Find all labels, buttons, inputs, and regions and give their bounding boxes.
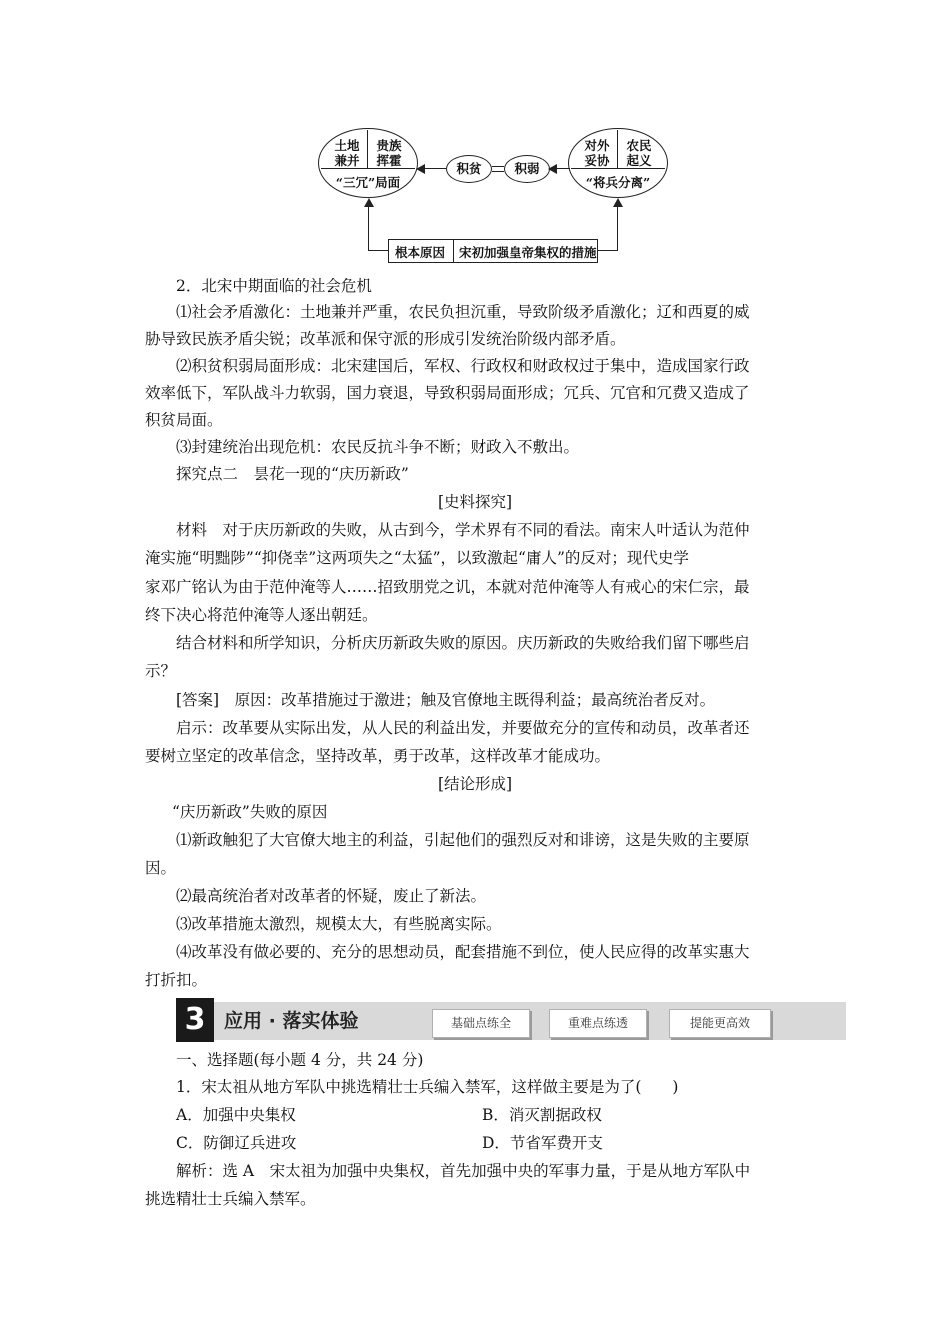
left-bottom: “三冗”局面	[335, 175, 401, 190]
answer-inspiration-line1: 启示：改革要从实际出发，从人民的利益出发，并要做充分的宣传和动员，改革者还	[176, 719, 750, 737]
left-ellipse-divider-v	[367, 130, 368, 168]
explore2-sub-material: [史料探究]	[437, 493, 513, 511]
conclusion-heading: “庆历新政”失败的原因	[172, 803, 328, 821]
section2-p2-line2: 效率低下，军队战斗力软弱，国力衰退，导致积弱局面形成；冗兵、冗官和冗费又造成了	[145, 384, 750, 402]
banner-title: 应用 · 落实体验	[224, 1010, 359, 1032]
option-c: C．防御辽兵进攻	[176, 1134, 297, 1152]
left-top-b: 贵族 挥霍	[376, 138, 402, 168]
explore2-sub-conclusion: [结论形成]	[437, 775, 513, 793]
exercise-heading: 一、选择题(每小题 4 分，共 24 分)	[176, 1051, 424, 1069]
section2-p1-line2: 胁导致民族矛盾尖锐；改革派和保守派的形成引发统治阶级内部矛盾。	[145, 330, 626, 348]
analysis-line2: 挑选精壮士兵编入禁军。	[145, 1190, 316, 1208]
arrow-head-up-left	[363, 198, 375, 208]
right-ellipse-divider-h	[571, 168, 665, 169]
mid-a: 积贫	[456, 161, 482, 176]
improve-efficiency-button[interactable]: 提能更高效	[669, 1009, 771, 1038]
mid-b: 积弱	[514, 161, 540, 176]
material-line3: 家邓广铭认为由于范仲淹等人……招致朋党之讥，本就对范仲淹等人有戒心的宋仁宗，最	[145, 578, 750, 596]
question-line1: 结合材料和所学知识，分析庆历新政失败的原因。庆历新政的失败给我们留下哪些启	[176, 634, 750, 652]
root-cause-label: 根本原因	[395, 245, 446, 260]
arrow-head-left	[416, 163, 426, 175]
material-line1: 材料 对于庆历新政的失败，从古到今，学术界有不同的看法。南宋人叶适认为范仲	[176, 521, 750, 539]
basic-practice-button[interactable]: 基础点练全	[432, 1009, 530, 1038]
analysis-line1: 解析：选 A 宋太祖为加强中央集权，首先加强中央的军事力量，于是从地方军队中	[176, 1162, 751, 1180]
root-line-left	[368, 206, 369, 251]
left-top-a: 土地 兼并	[334, 138, 360, 168]
material-line4: 终下决心将范仲淹等人逐出朝廷。	[145, 606, 378, 624]
answer-inspiration-line2: 要树立坚定的改革信念，坚持改革，勇于改革，这样改革才能成功。	[145, 747, 611, 765]
arrow-head-up-right	[612, 198, 624, 208]
right-bottom: “将兵分离”	[585, 175, 651, 190]
root-cause-value: 宋初加强皇帝集权的措施	[459, 245, 597, 260]
section2-p2-line1: ⑵积贫积弱局面形成：北宋建国后，军权、行政权和财政权过于集中，造成国家行政	[176, 357, 750, 375]
right-top-b: 农民 起义	[626, 138, 652, 168]
option-a: A．加强中央集权	[176, 1106, 296, 1124]
conclusion-4-line1: ⑷改革没有做必要的、充分的思想动员，配套措施不到位，使人民应得的改革实惠大	[176, 943, 750, 961]
section2-heading: 2．北宋中期面临的社会危机	[176, 277, 372, 295]
material-line2: 淹实施“明黜陟”“抑侥幸”这两项失之“太猛”，以致激起“庸人”的反对；现代史学	[145, 549, 689, 567]
option-b: B．消灭割据政权	[482, 1106, 602, 1124]
section2-p2-line3: 积贫局面。	[145, 411, 223, 429]
right-ellipse-divider-v	[617, 130, 618, 168]
root-cause-box	[388, 239, 598, 263]
banner-number: 3	[176, 998, 214, 1042]
section2-p3: ⑶封建统治出现危机：农民反抗斗争不断；财政入不敷出。	[176, 438, 580, 456]
conclusion-3: ⑶改革措施太激烈，规模太大，有些脱离实际。	[176, 915, 502, 933]
question-line2: 示？	[145, 662, 177, 680]
conclusion-1-line1: ⑴新政触犯了大官僚大地主的利益，引起他们的强烈反对和诽谤，这是失败的主要原	[176, 831, 750, 849]
answer-causes: [答案] 原因：改革措施过于激进；触及官僚地主既得利益；最高统治者反对。	[176, 691, 716, 709]
question-1: 1．宋太祖从地方军队中挑选精壮士兵编入禁军，这样做主要是为了( )	[176, 1078, 679, 1096]
option-d: D．节省军费开支	[482, 1134, 603, 1152]
arrow-head-mid	[548, 163, 558, 175]
root-line-right	[617, 206, 618, 251]
section2-p1-line1: ⑴社会矛盾激化：土地兼并严重，农民负担沉重，导致阶级矛盾激化；辽和西夏的威	[176, 303, 750, 321]
difficult-practice-button[interactable]: 重难点练透	[549, 1009, 647, 1038]
conclusion-2: ⑵最高统治者对改革者的怀疑，废止了新法。	[176, 887, 487, 905]
right-top-a: 对外 妥协	[584, 138, 610, 168]
left-ellipse-divider-h	[321, 168, 415, 169]
conclusion-4-line2: 打折扣。	[145, 971, 208, 989]
conclusion-1-line2: 因。	[145, 859, 177, 877]
explore2-heading: 探究点二 昙花一现的“庆历新政”	[176, 465, 409, 483]
